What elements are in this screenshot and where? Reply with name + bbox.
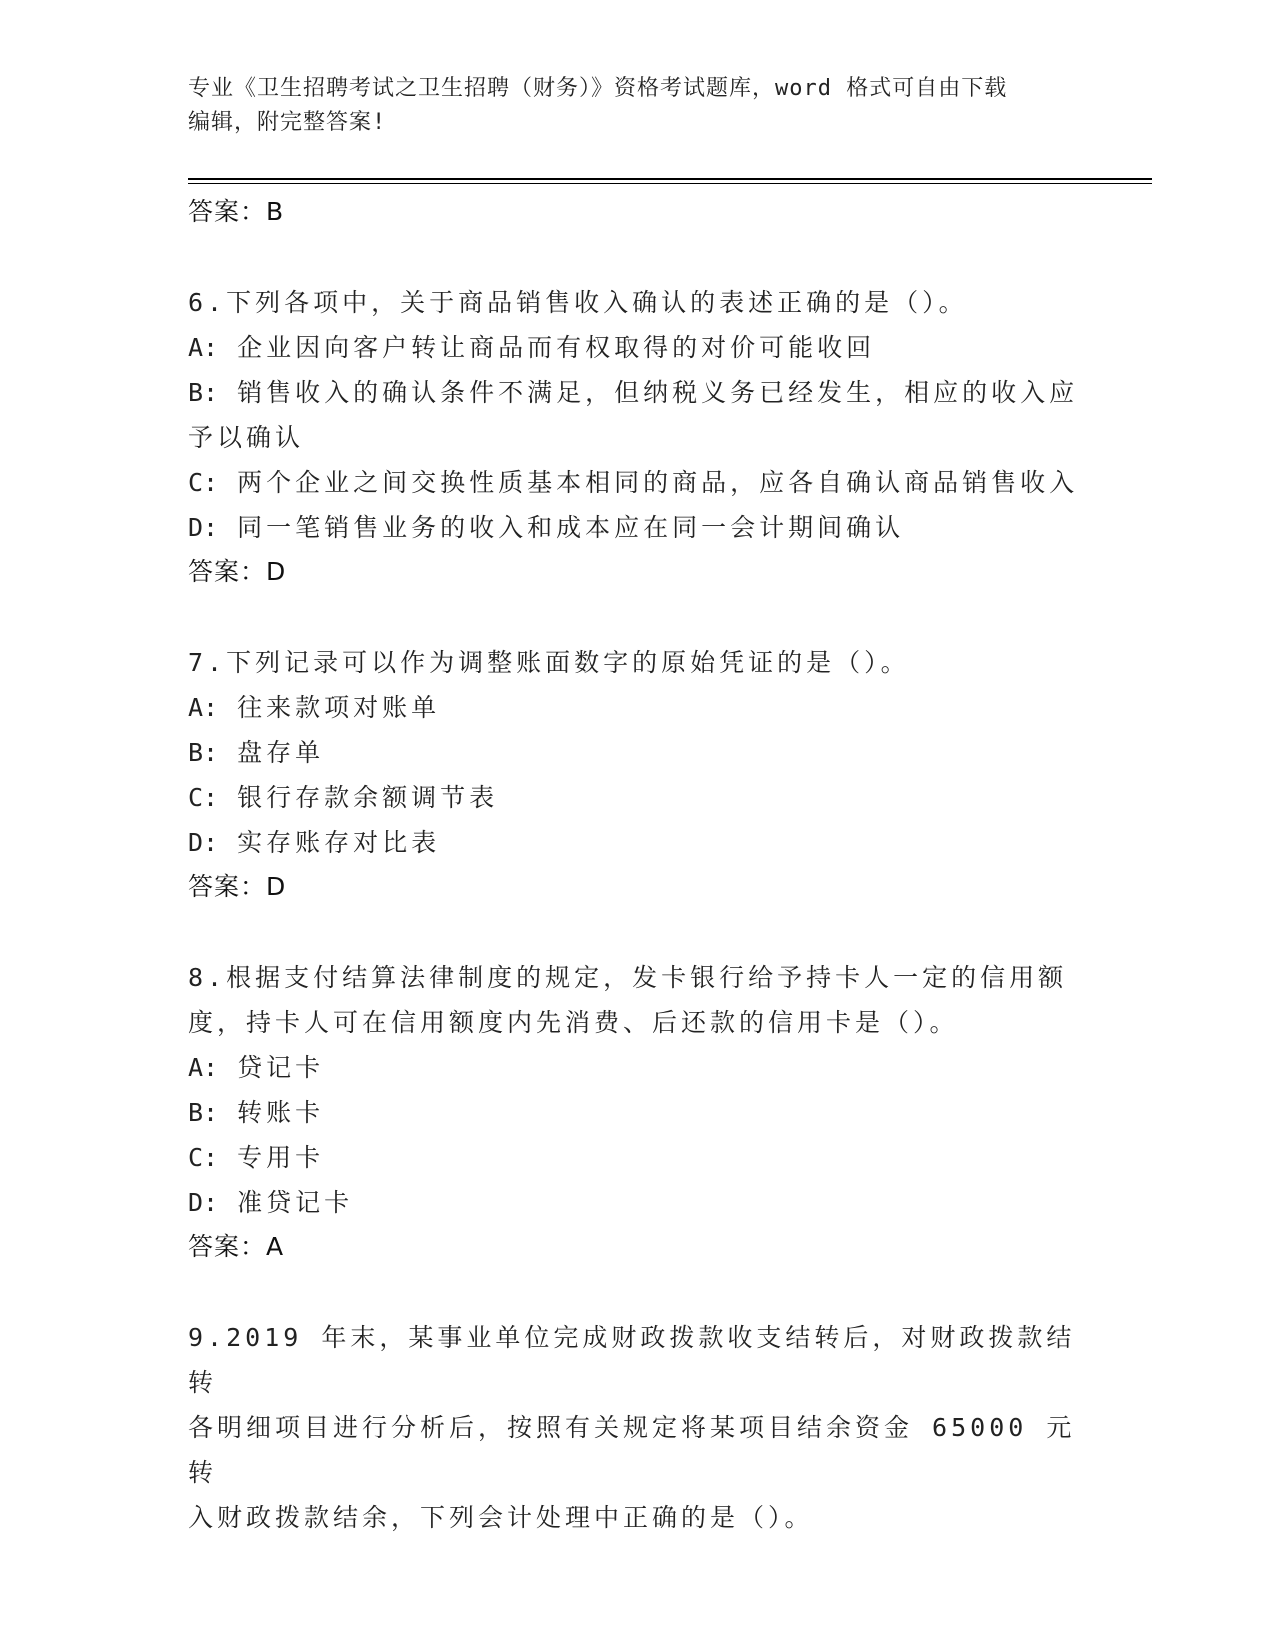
header-divider-thin [188, 183, 1152, 184]
option-b [188, 1090, 1088, 1135]
answer-label: 答案： [188, 1232, 267, 1261]
option-b [188, 370, 1088, 415]
answer-label: 答案： [188, 557, 267, 586]
option-a [188, 685, 1088, 730]
option-text: 两个企业之间交换性质基本相同的商品，应各自确认商品销售收入 [237, 468, 1079, 497]
header-line-1: 专业《卫生招聘考试之卫生招聘（财务）》资格考试题库，word 格式可自由下载 [188, 76, 1008, 101]
option-a [188, 325, 1088, 370]
option-letter: B: [188, 738, 219, 767]
option-b-continued: 予以确认 [188, 423, 305, 452]
question-text: 8.根据支付结算法律制度的规定，发卡银行给予持卡人一定的信用额 [188, 963, 1068, 992]
option-c [188, 775, 1088, 820]
option-letter: C: [188, 468, 219, 497]
option-letter: D: [188, 1188, 219, 1217]
answer-value: D [266, 872, 286, 901]
answer-value: D [266, 557, 286, 586]
answer-value: B [266, 197, 284, 226]
option-letter: C: [188, 783, 219, 812]
question-content [188, 190, 1088, 1540]
option-d [188, 820, 1088, 865]
question-block [188, 1315, 1088, 1540]
option-d [188, 505, 1088, 550]
answer-label: 答案： [188, 197, 267, 226]
header-divider-thick [188, 178, 1152, 180]
answer-label: 答案： [188, 872, 267, 901]
answer-value: A [266, 1232, 284, 1261]
option-d [188, 1180, 1088, 1225]
option-c [188, 1135, 1088, 1180]
option-letter: B: [188, 378, 219, 407]
answer-line [188, 190, 1088, 234]
answer-line [188, 865, 1088, 909]
question-block [188, 280, 1088, 594]
option-text: 贷记卡 [237, 1053, 325, 1082]
option-c [188, 460, 1088, 505]
option-b [188, 730, 1088, 775]
option-text: 企业因向客户转让商品而有权取得的对价可能收回 [237, 333, 876, 362]
question-text: 6.下列各项中，关于商品销售收入确认的表述正确的是（）。 [188, 288, 968, 317]
option-text: 往来款项对账单 [237, 693, 441, 722]
option-text: 销售收入的确认条件不满足，但纳税义务已经发生，相应的收入应 [237, 378, 1079, 407]
option-text: 专用卡 [237, 1143, 325, 1172]
header-line-2: 编辑，附完整答案! [188, 110, 387, 135]
option-text: 银行存款余额调节表 [237, 783, 499, 812]
answer-line [188, 550, 1088, 594]
question-text-continued: 各明细项目进行分析后，按照有关规定将某项目结余资金 65000 元转 [188, 1413, 1076, 1487]
option-text: 转账卡 [237, 1098, 325, 1127]
option-letter: C: [188, 1143, 219, 1172]
question-block [188, 955, 1088, 1269]
option-text: 盘存单 [237, 738, 325, 767]
option-letter: A: [188, 693, 219, 722]
question-text-continued: 度，持卡人可在信用额度内先消费、后还款的信用卡是（）。 [188, 1008, 959, 1037]
option-text: 实存账存对比表 [237, 828, 441, 857]
question-block [188, 640, 1088, 909]
option-text: 同一笔销售业务的收入和成本应在同一会计期间确认 [237, 513, 905, 542]
option-letter: B: [188, 1098, 219, 1127]
option-a [188, 1045, 1088, 1090]
answer-line [188, 1225, 1088, 1269]
page-header [188, 72, 1088, 140]
question-text-continued: 入财政拨款结余，下列会计处理中正确的是（）。 [188, 1503, 814, 1532]
question-text: 7.下列记录可以作为调整账面数字的原始凭证的是（）。 [188, 648, 910, 677]
question-text: 9.2019 年末，某事业单位完成财政拨款收支结转后，对财政拨款结转 [188, 1323, 1076, 1397]
option-text: 准贷记卡 [237, 1188, 354, 1217]
option-letter: D: [188, 513, 219, 542]
option-letter: D: [188, 828, 219, 857]
option-letter: A: [188, 333, 219, 362]
option-letter: A: [188, 1053, 219, 1082]
